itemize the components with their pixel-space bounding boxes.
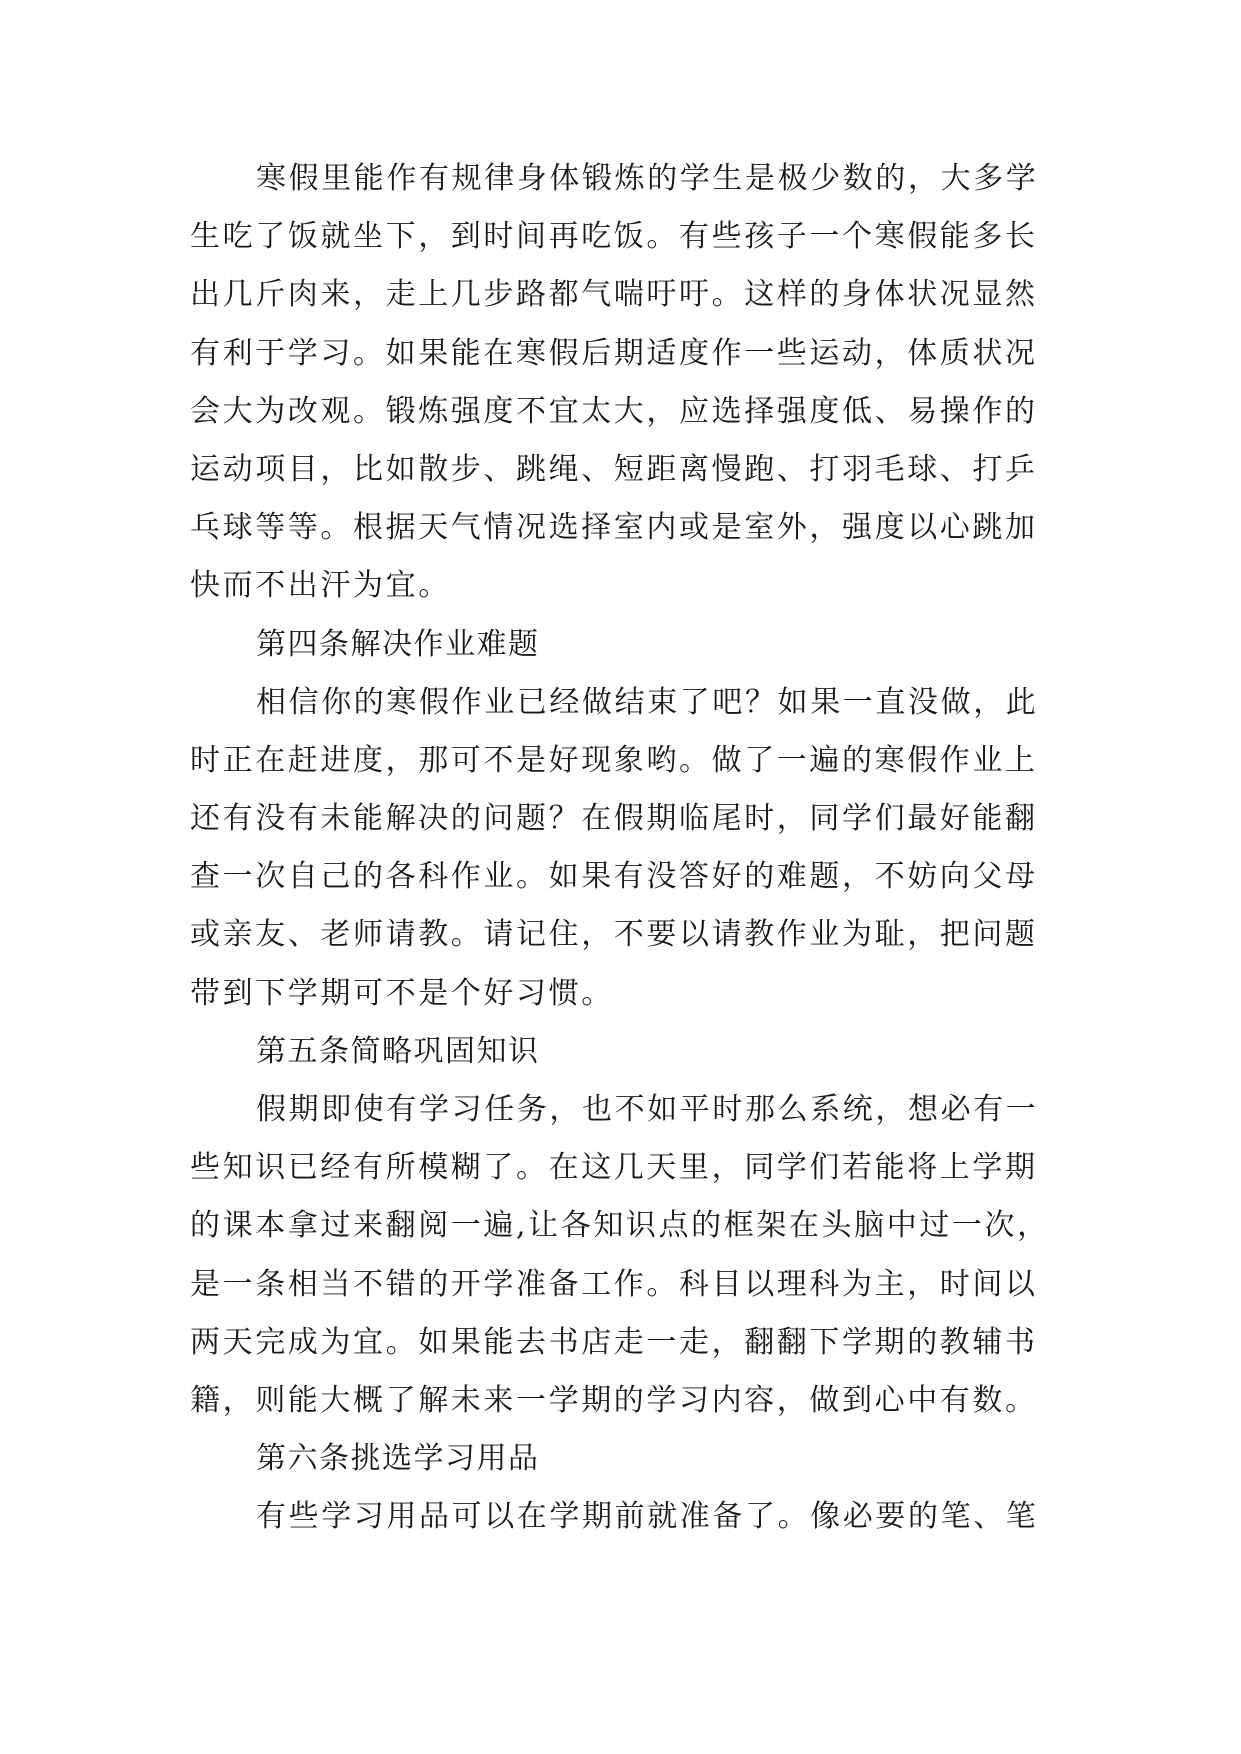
- document-body: [190, 150, 1060, 1547]
- paragraph-line: 相信你的寒假作业已经做结束了吧？如果一直没做，此: [256, 684, 1039, 720]
- section-heading: 第五条简略巩固知识: [256, 1033, 540, 1069]
- paragraph-line: 运动项目，比如散步、跳绳、短距离慢跑、打羽毛球、打乒: [190, 451, 1038, 487]
- paragraph-line: 有些学习用品可以在学期前就准备了。像必要的笔、笔: [256, 1499, 1039, 1535]
- paragraph-line: 时正在赶进度，那可不是好现象哟。做了一遍的寒假作业上: [190, 742, 1038, 778]
- paragraph-line: 快而不出汗为宜。: [190, 568, 451, 604]
- paragraph-line: 带到下学期可不是个好习惯。: [190, 975, 614, 1011]
- paragraph-line: 乓球等等。根据天气情况选择室内或是室外，强度以心跳加: [190, 510, 1038, 546]
- paragraph-line: 还有没有未能解决的问题？在假期临尾时，同学们最好能翻: [190, 801, 1038, 837]
- paragraph-line: 生吃了饭就坐下，到时间再吃饭。有些孩子一个寒假能多长: [190, 219, 1038, 255]
- paragraph-line: 或亲友、老师请教。请记住，不要以请教作业为耻，把问题: [190, 917, 1038, 953]
- paragraph-line: 会大为改观。锻炼强度不宜太大，应选择强度低、易操作的: [190, 393, 1038, 429]
- section-heading: 第六条挑选学习用品: [256, 1441, 540, 1477]
- paragraph-line: 假期即使有学习任务，也不如平时那么系统，想必有一: [256, 1092, 1039, 1127]
- paragraph-line: 寒假里能作有规律身体锻炼的学生是极少数的，大多学: [256, 161, 1039, 196]
- paragraph-line: 两天完成为宜。如果能去书店走一走，翻翻下学期的教辅书: [190, 1324, 1038, 1360]
- paragraph-line: 出几斤肉来，走上几步路都气喘吁吁。这样的身体状况显然: [190, 277, 1038, 313]
- paragraph-line: 是一条相当不错的开学准备工作。科目以理科为主，时间以: [190, 1266, 1038, 1302]
- paragraph-line: 些知识已经有所模糊了。在这几天里，同学们若能将上学期: [190, 1150, 1038, 1186]
- paragraph-line: 的课本拿过来翻阅一遍,让各知识点的框架在头脑中过一次，: [190, 1208, 1050, 1244]
- section-heading: 第四条解决作业难题: [256, 626, 540, 662]
- paragraph-line: 查一次自己的各科作业。如果有没答好的难题，不妨向父母: [190, 859, 1038, 895]
- paragraph-line: 籍，则能大概了解未来一学期的学习内容，做到心中有数。: [190, 1382, 1038, 1418]
- paragraph-line: 有利于学习。如果能在寒假后期适度作一些运动，体质状况: [190, 335, 1038, 371]
